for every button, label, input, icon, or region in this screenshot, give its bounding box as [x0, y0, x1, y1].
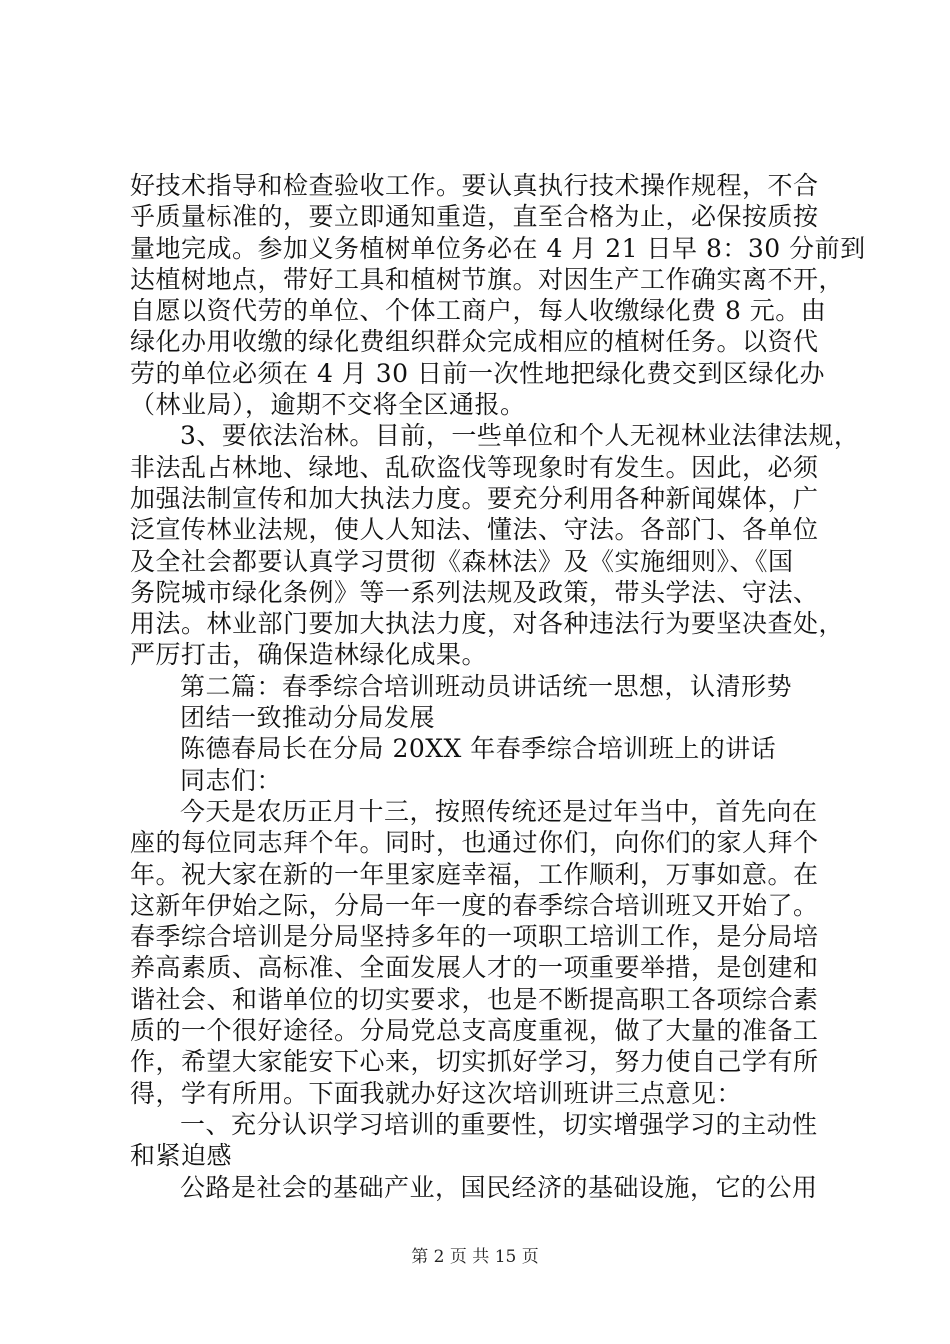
text-line: 这新年伊始之际，分局一年一度的春季综合培训班又开始了。 — [130, 890, 819, 920]
text-line: 年。祝大家在新的一年里家庭幸福，工作顺利，万事如意。在 — [130, 859, 819, 889]
text-line: 养高素质、高标准、全面发展人才的一项重要举措，是创建和 — [130, 953, 819, 983]
text-line: 和紧迫感 — [130, 1141, 233, 1171]
text-line: 陈德春局长在分局 20XX 年春季综合培训班上的讲话 — [180, 734, 777, 764]
text-line: 务院城市绿化条例》等一系列法规及政策，带头学法、守法、 — [130, 577, 819, 607]
text-line: 乎质量标准的，要立即通知重造，直至合格为止，必保按质按 — [130, 202, 819, 232]
text-line: 得，学有所用。下面我就办好这次培训班讲三点意见： — [130, 1078, 743, 1108]
text-line: 加强法制宣传和加大执法力度。要充分利用各种新闻媒体，广 — [130, 483, 819, 513]
text-line: 作，希望大家能安下心来，切实抓好学习，努力使自己学有所 — [130, 1047, 819, 1077]
text-line: 严厉打击，确保造林绿化成果。 — [130, 640, 488, 670]
text-line: （林业局），逾期不交将全区通报。 — [130, 390, 526, 420]
text-line: 劳的单位必须在 4 月 30 日前一次性地把绿化费交到区绿化办 — [130, 358, 826, 388]
text-line: 一、充分认识学习培训的重要性，切实增强学习的主动性 — [180, 1109, 818, 1139]
text-line: 量地完成。参加义务植树单位务必在 4 月 21 日早 8：30 分前到 — [130, 233, 866, 263]
text-line: 达植树地点，带好工具和植树节旗。对因生产工作确实离不开， — [130, 264, 845, 294]
page-footer: 第 2 页 共 15 页 — [411, 1247, 539, 1267]
text-line: 及全社会都要认真学习贯彻《森林法》及《实施细则》、《国 — [130, 546, 794, 576]
text-line: 春季综合培训是分局坚持多年的一项职工培训工作，是分局培 — [130, 922, 819, 952]
text-line: 非法乱占林地、绿地、乱砍盗伐等现象时有发生。因此，必须 — [130, 452, 819, 482]
text-line: 谐社会、和谐单位的切实要求，也是不断提高职工各项综合素 — [130, 984, 819, 1014]
text-line: 泛宣传林业法规，使人人知法、懂法、守法。各部门、各单位 — [130, 515, 819, 545]
document-body — [130, 170, 866, 1203]
text-line: 3、要依法治林。目前，一些单位和个人无视林业法律法规， — [180, 421, 860, 451]
text-line: 同志们： — [180, 765, 283, 795]
text-line: 好技术指导和检查验收工作。要认真执行技术操作规程，不合 — [130, 171, 819, 200]
text-line: 今天是农历正月十三，按照传统还是过年当中，首先向在 — [180, 796, 818, 826]
text-line: 座的每位同志拜个年。同时，也通过你们，向你们的家人拜个 — [130, 828, 819, 858]
text-line: 公路是社会的基础产业，国民经济的基础设施，它的公用 — [180, 1172, 818, 1202]
text-line: 自愿以资代劳的单位、个体工商户，每人收缴绿化费 8 元。由 — [130, 296, 827, 326]
text-line: 用法。林业部门要加大执法力度，对各种违法行为要坚决查处， — [130, 609, 845, 639]
text-line: 第二篇：春季综合培训班动员讲话统一思想，认清形势 — [180, 671, 793, 701]
text-line: 质的一个很好途径。分局党总支高度重视，做了大量的准备工 — [130, 1016, 819, 1046]
text-line: 绿化办用收缴的绿化费组织群众完成相应的植树任务。以资代 — [130, 327, 819, 357]
text-line: 团结一致推动分局发展 — [180, 703, 436, 733]
